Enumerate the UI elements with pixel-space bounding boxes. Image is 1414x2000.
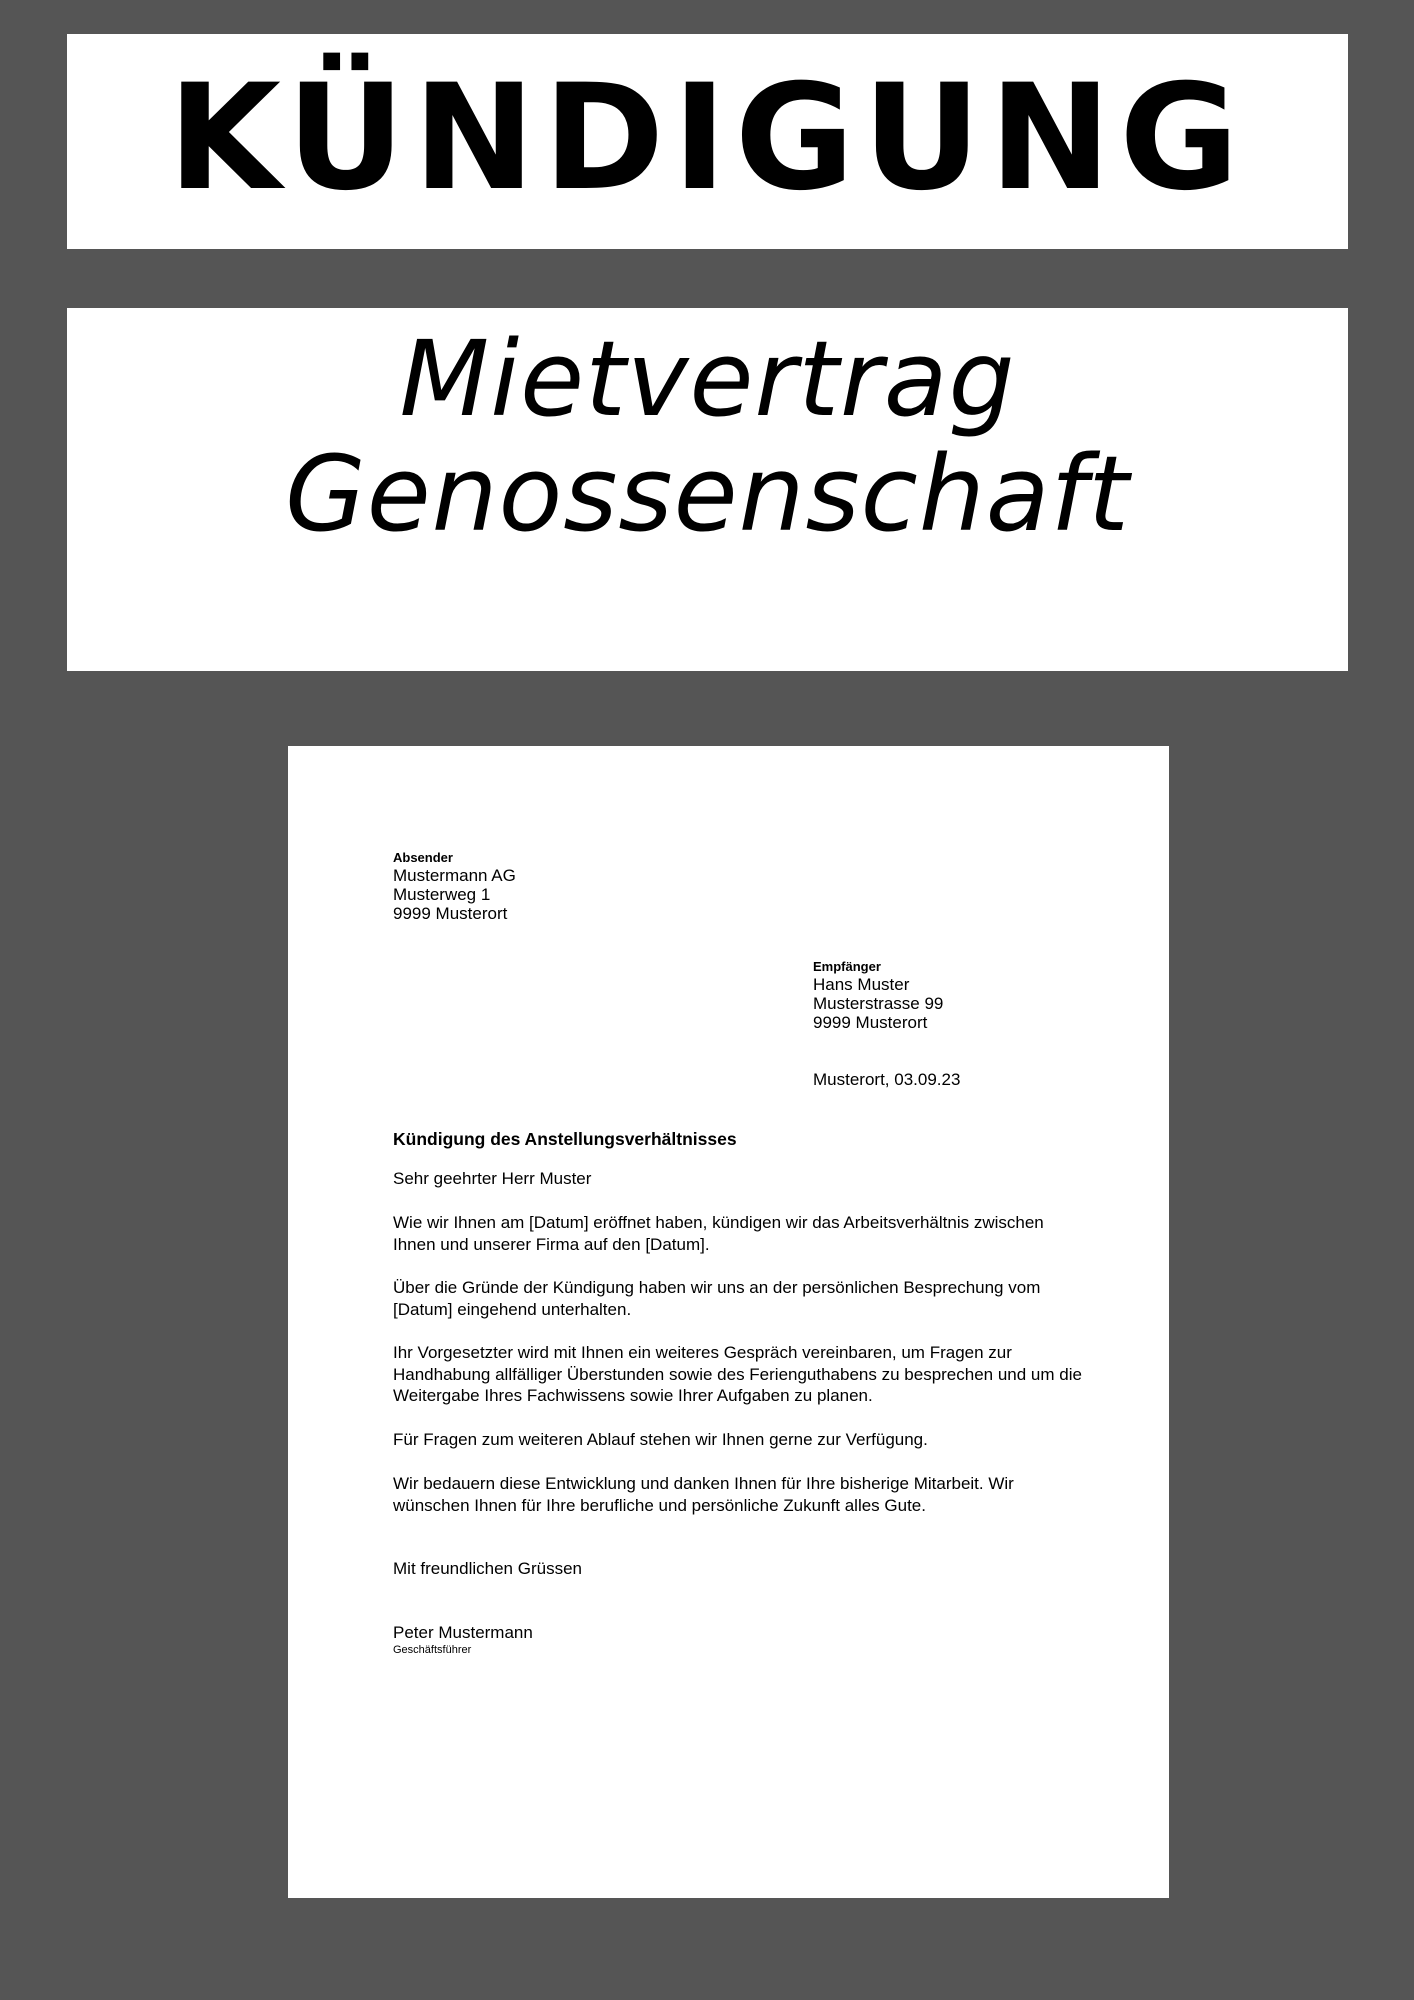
body-paragraph: Über die Gründe der Kündigung haben wir uns an der persönlichen Besprechung vom [Datum] eingehend unterhalten. [393, 1278, 1041, 1319]
subtitle-line-1: Mietvertrag [399, 318, 1016, 440]
subtitle-banner [67, 308, 1348, 671]
sender-city: 9999 Musterort [393, 904, 508, 923]
recipient-city: 9999 Musterort [813, 1013, 928, 1032]
recipient-street: Musterstrasse 99 [813, 994, 944, 1013]
subtitle-line-2: Genossenschaft [285, 433, 1130, 555]
body-paragraph: Wie wir Ihnen am [Datum] eröffnet haben, kündigen wir das Arbeitsverhältnis zwischen Ihnen und unserer Firma auf den [Datum]. [393, 1213, 1044, 1254]
title-banner [67, 34, 1348, 249]
page-title: KÜNDIGUNG [167, 52, 1248, 223]
letter-date: Musterort, 03.09.23 [813, 1070, 961, 1089]
letter-page [288, 746, 1169, 1898]
signature-role: Geschäftsführer [393, 1644, 472, 1656]
letter-subject: Kündigung des Anstellungsverhältnisses [393, 1129, 737, 1149]
closing-greeting: Mit freundlichen Grüssen [393, 1559, 582, 1578]
recipient-name: Hans Muster [813, 975, 910, 994]
sender-label: Absender [393, 850, 453, 865]
signature-name: Peter Mustermann [393, 1623, 533, 1642]
sender-name: Mustermann AG [393, 866, 516, 885]
body-paragraph: Für Fragen zum weiteren Ablauf stehen wir Ihnen gerne zur Verfügung. [393, 1430, 928, 1449]
body-paragraph: Wir bedauern diese Entwicklung und danken Ihnen für Ihre bisherige Mitarbeit. Wir wünschen Ihnen für Ihre berufliche und persönliche Zukunft alles Gute. [393, 1474, 1014, 1515]
recipient-block [813, 959, 943, 1032]
recipient-label: Empfänger [813, 959, 881, 974]
sender-street: Musterweg 1 [393, 885, 491, 904]
sender-block [393, 850, 516, 923]
body-paragraph: Ihr Vorgesetzter wird mit Ihnen ein weiteres Gespräch vereinbaren, um Fragen zur Handhabung allfälliger Überstunden sowie des Ferienguthabens zu besprechen und um die Weitergabe Ihres Fachwissens sowie Ihrer Aufgaben zu planen. [393, 1343, 1082, 1405]
salutation: Sehr geehrter Herr Muster [393, 1169, 592, 1188]
